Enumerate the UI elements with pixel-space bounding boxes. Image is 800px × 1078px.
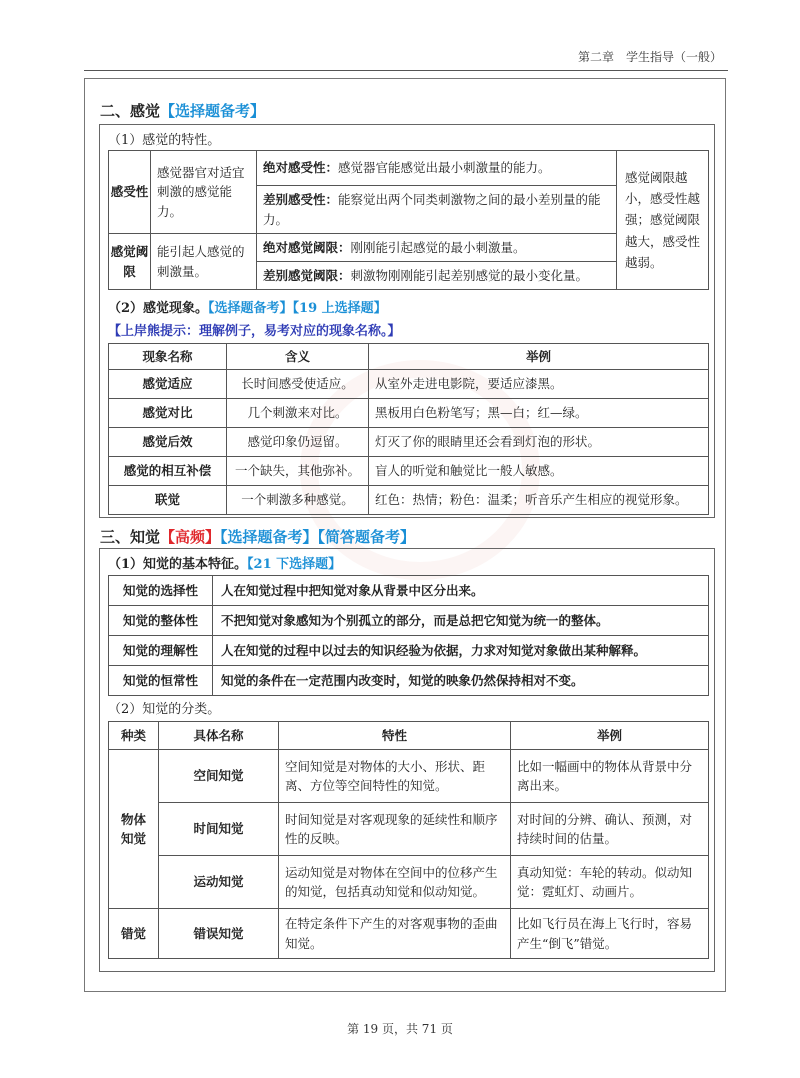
abs-thr-term: 绝对感觉阈限： bbox=[263, 239, 351, 255]
phen-row-name: 感觉对比 bbox=[109, 399, 227, 428]
features-table bbox=[108, 575, 709, 696]
feature-desc: 人在知觉过程中把知觉对象从背景中区分出来。 bbox=[213, 576, 709, 606]
chapter-header: 第二章 学生指导（一般） bbox=[577, 50, 722, 64]
phen-row-example: 盲人的听觉和触觉比一般人敏感。 bbox=[369, 457, 709, 486]
header-rule bbox=[84, 70, 728, 71]
feature-name: 知觉的理解性 bbox=[109, 636, 213, 666]
section-2-sub2-line bbox=[108, 297, 387, 316]
class-row-example: 对时间的分辨、确认、预测，对持续时间的估量。 bbox=[511, 803, 709, 856]
page-footer: 第 19 页，共 71 页 bbox=[347, 1022, 453, 1036]
feature-desc: 不把知觉对象感知为个别孤立的部分，而是总把它知觉为统一的整体。 bbox=[213, 606, 709, 636]
abs-thr-cell bbox=[257, 234, 617, 262]
phen-row-meaning: 一个缺失，其他弥补。 bbox=[227, 457, 369, 486]
section-3-heading bbox=[100, 526, 415, 547]
class-row-name: 运动知觉 bbox=[159, 856, 279, 909]
phen-row-example: 从室外走进电影院，要适应漆黑。 bbox=[369, 370, 709, 399]
phen-row-name: 感觉适应 bbox=[109, 370, 227, 399]
phenomena-table bbox=[108, 343, 709, 515]
class-row-example: 真动知觉：车轮的转动。似动知觉：霓虹灯、动画片。 bbox=[511, 856, 709, 909]
class-header-trait: 特性 bbox=[279, 722, 511, 750]
section-3-sub2: （2）知觉的分类。 bbox=[108, 702, 221, 717]
classification-table bbox=[108, 721, 709, 959]
class-row-trait: 运动知觉是对物体在空间中的位移产生的知觉，包括真动知觉和似动知觉。 bbox=[279, 856, 511, 909]
section-2-tag: 【选择题备考】 bbox=[160, 102, 266, 120]
feature-name: 知觉的恒常性 bbox=[109, 666, 213, 696]
kind-illusion: 错觉 bbox=[109, 909, 159, 959]
class-row-name: 时间知觉 bbox=[159, 803, 279, 856]
feature-desc: 知觉的条件在一定范围内改变时，知觉的映象仍然保持相对不变。 bbox=[213, 666, 709, 696]
diff-sens-def: 能察觉出两个同类刺激物之间的最小差别量的能力。 bbox=[263, 192, 601, 227]
class-header-kind: 种类 bbox=[109, 722, 159, 750]
phen-row-example: 红色：热情；粉色：温柔；听音乐产生相应的视觉形象。 bbox=[369, 486, 709, 515]
section-3-sub1: （1）知觉的基本特征。 bbox=[108, 557, 248, 572]
phen-row-name: 感觉后效 bbox=[109, 428, 227, 457]
class-row-name: 错误知觉 bbox=[159, 909, 279, 959]
phen-header-name: 现象名称 bbox=[109, 344, 227, 370]
diff-sens-term: 差别感受性： bbox=[263, 192, 339, 208]
feature-desc: 人在知觉的过程中以过去的知识经验为依据，力求对知觉对象做出某种解释。 bbox=[213, 636, 709, 666]
diff-sens-cell bbox=[257, 186, 617, 234]
section-2-sub1: （1）感觉的特性。 bbox=[108, 133, 221, 148]
phen-row-example: 灯灭了你的眼睛里还会看到灯泡的形状。 bbox=[369, 428, 709, 457]
sens-def-a: 感觉器官对适宜刺激的感觉能力。 bbox=[151, 151, 257, 234]
section-2-heading bbox=[100, 100, 265, 121]
section-3-tag-red: 【高频】 bbox=[160, 528, 221, 546]
phen-header-example: 举例 bbox=[369, 344, 709, 370]
section-2-title: 二、感觉 bbox=[100, 102, 161, 120]
section-2-sub2-tags: 【选择题备考】【19 上选择题】 bbox=[208, 301, 387, 316]
class-header-example: 举例 bbox=[511, 722, 709, 750]
relation-note: 感觉阈限越小，感受性越强；感觉阈限越大，感受性越弱。 bbox=[617, 151, 709, 290]
phen-row-example: 黑板用白色粉笔写；黑—白；红—绿。 bbox=[369, 399, 709, 428]
hint-text: 【上岸熊提示：理解例子，易考对应的现象名称。】 bbox=[108, 324, 401, 339]
kind-object: 物体知觉 bbox=[109, 750, 159, 909]
class-row-example: 比如飞行员在海上飞行时，容易产生“倒飞”错觉。 bbox=[511, 909, 709, 959]
abs-sens-term: 绝对感受性： bbox=[263, 160, 339, 176]
phen-row-name: 感觉的相互补偿 bbox=[109, 457, 227, 486]
class-row-trait: 在特定条件下产生的对客观事物的歪曲知觉。 bbox=[279, 909, 511, 959]
abs-sens-def: 感觉器官能感觉出最小刺激量的能力。 bbox=[338, 160, 551, 176]
sens-def-b: 能引起人感觉的刺激量。 bbox=[151, 234, 257, 290]
section-3-title: 三、知觉 bbox=[100, 528, 161, 546]
phen-row-meaning: 几个刺激来对比。 bbox=[227, 399, 369, 428]
phen-row-meaning: 一个刺激多种感觉。 bbox=[227, 486, 369, 515]
abs-thr-def: 刚刚能引起感觉的最小刺激量。 bbox=[350, 239, 526, 255]
diff-thr-term: 差别感觉阈限： bbox=[263, 267, 351, 283]
sens-label-a: 感受性 bbox=[109, 151, 151, 234]
phen-row-meaning: 长时间感受使适应。 bbox=[227, 370, 369, 399]
abs-sens-cell bbox=[257, 151, 617, 186]
sensation-table bbox=[108, 150, 709, 290]
section-2-sub2: （2）感觉现象。 bbox=[108, 301, 209, 316]
class-row-trait: 空间知觉是对物体的大小、形状、距离、方位等空间特性的知觉。 bbox=[279, 750, 511, 803]
section-3-tags-blue: 【选择题备考】【简答题备考】 bbox=[220, 528, 416, 546]
feature-name: 知觉的选择性 bbox=[109, 576, 213, 606]
class-row-name: 空间知觉 bbox=[159, 750, 279, 803]
phen-row-meaning: 感觉印象仍逗留。 bbox=[227, 428, 369, 457]
diff-thr-def: 刺激物刚刚能引起差别感觉的最小变化量。 bbox=[350, 267, 589, 283]
section-3-sub1-line bbox=[108, 553, 341, 572]
phen-row-name: 联觉 bbox=[109, 486, 227, 515]
sens-label-b: 感觉阈限 bbox=[109, 234, 151, 290]
class-row-example: 比如一幅画中的物体从背景中分离出来。 bbox=[511, 750, 709, 803]
diff-thr-cell bbox=[257, 262, 617, 290]
class-header-name: 具体名称 bbox=[159, 722, 279, 750]
feature-name: 知觉的整体性 bbox=[109, 606, 213, 636]
class-row-trait: 时间知觉是对客观现象的延续性和顺序性的反映。 bbox=[279, 803, 511, 856]
phen-header-meaning: 含义 bbox=[227, 344, 369, 370]
section-3-sub1-tag: 【21 下选择题】 bbox=[247, 557, 342, 572]
